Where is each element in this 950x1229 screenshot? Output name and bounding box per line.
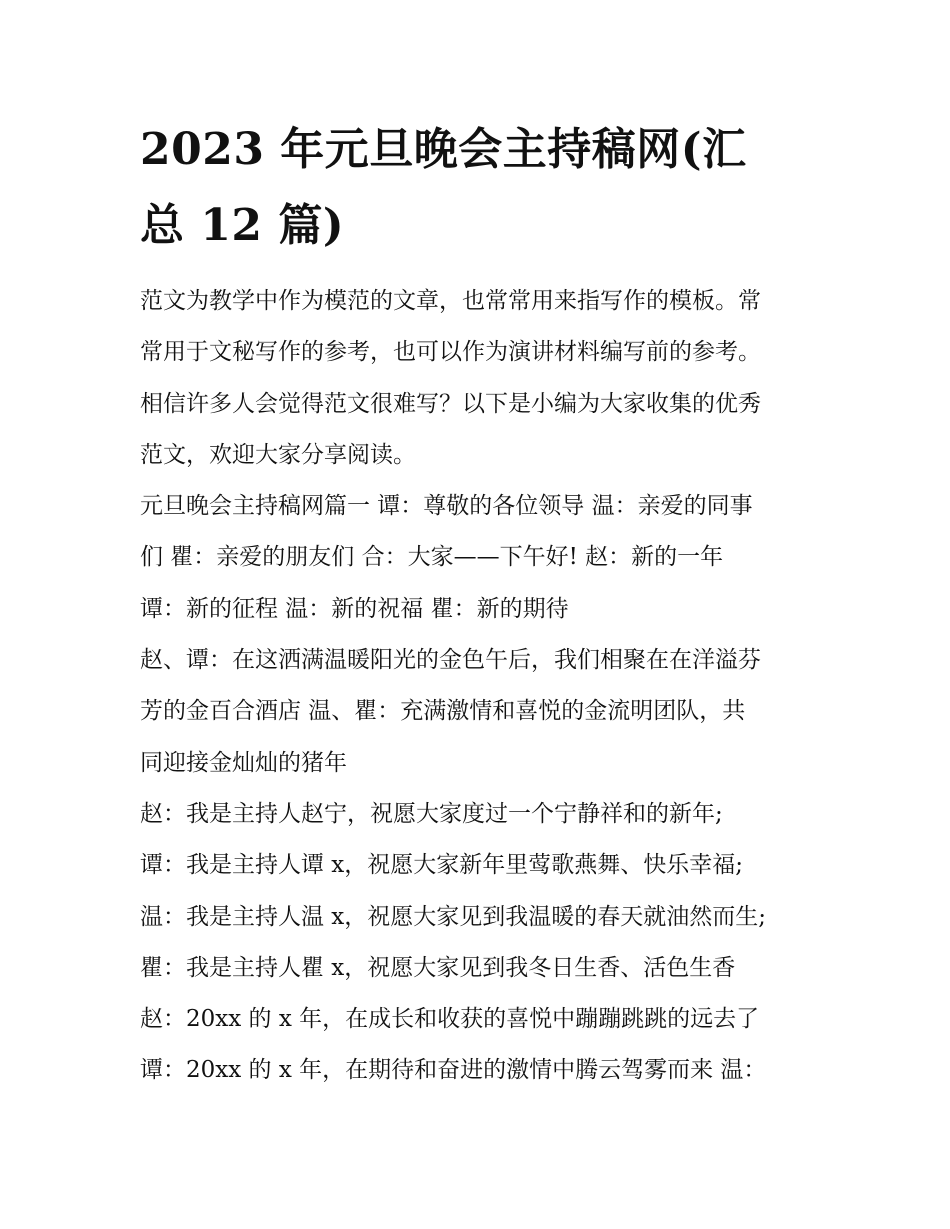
body-line: 谭：我是主持人谭 x，祝愿大家新年里莺歌燕舞、快乐幸福;: [140, 852, 744, 879]
body-line: 相信许多人会觉得范文很难写？以下是小编为大家收集的优秀: [140, 390, 761, 417]
title-line-1: 2023 年元旦晚会主持稿网(汇: [140, 124, 747, 175]
body-line: 芳的金百合酒店 温、瞿：充满激情和喜悦的金流明团队，共: [140, 698, 746, 725]
document-title: [140, 112, 820, 264]
body-line: 范文为教学中作为模范的文章，也常常用来指写作的模板。常: [140, 288, 761, 314]
body-line: 谭：新的征程 温：新的祝福 瞿：新的期待: [140, 595, 569, 622]
title-line-2: 总 12 篇): [140, 200, 345, 251]
body-line: 温：我是主持人温 x，祝愿大家见到我温暖的春天就油然而生;: [140, 903, 767, 930]
body-line: 谭：20xx 的 x 年，在期待和奋进的激情中腾云驾雾而来 温：: [140, 1057, 767, 1084]
body-line: 瞿：我是主持人瞿 x，祝愿大家见到我冬日生香、活色生香: [140, 954, 736, 981]
body-line: 们 瞿：亲爱的朋友们 合：大家——下午好! 赵：新的一年: [140, 544, 724, 571]
body-line: 赵：20xx 的 x 年，在成长和收获的喜悦中蹦蹦跳跳的远去了: [140, 1006, 760, 1033]
body-line: 元旦晚会主持稿网篇一 谭：尊敬的各位领导 温：亲爱的同事: [140, 493, 753, 520]
document-body: [140, 276, 820, 1097]
body-line: 同迎接金灿灿的猪年: [140, 749, 347, 776]
body-line: 赵、谭：在这洒满温暖阳光的金色午后，我们相聚在在洋溢芬: [140, 647, 761, 674]
body-line: 范文，欢迎大家分享阅读。: [140, 441, 416, 468]
body-line: 赵：我是主持人赵宁，祝愿大家度过一个宁静祥和的新年;: [140, 800, 723, 827]
body-line: 常用于文秘写作的参考，也可以作为演讲材料编写前的参考。: [140, 339, 761, 366]
